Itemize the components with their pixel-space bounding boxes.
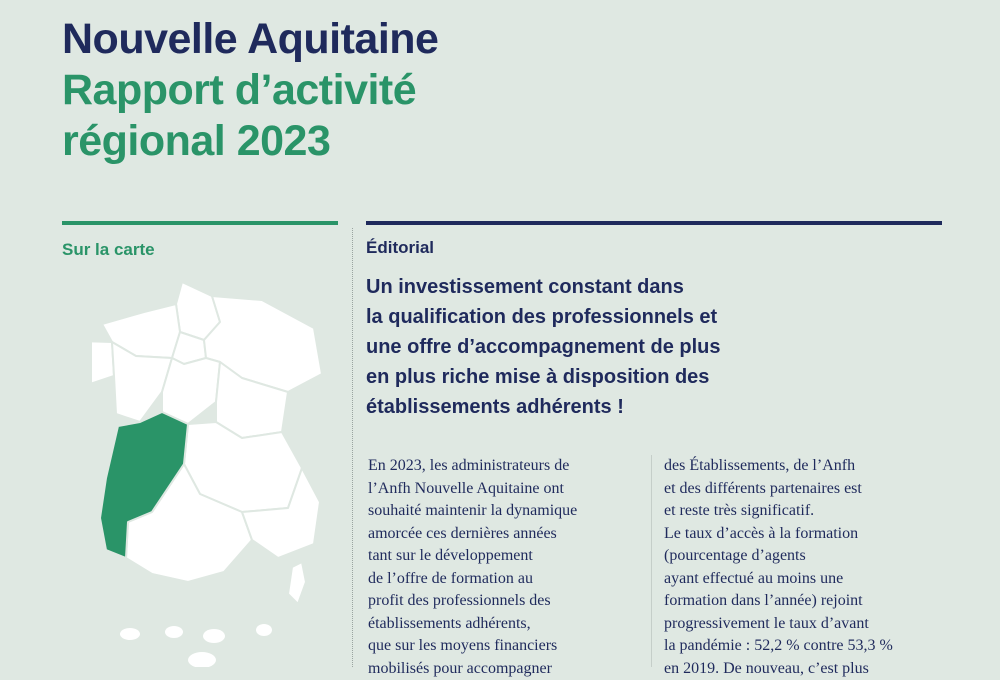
body-line: formation dans l’année) rejoint (664, 590, 954, 613)
body-line: des Établissements, de l’Anfh (664, 455, 954, 478)
map-region-corse (288, 562, 306, 604)
body-line: la pandémie : 52,2 % contre 53,3 % (664, 635, 954, 658)
body-line: mobilisés pour accompagner (368, 658, 638, 680)
map-island-1 (120, 628, 140, 640)
title-report-line2: régional 2023 (62, 116, 438, 167)
body-line: et reste très significatif. (664, 500, 954, 523)
map-island-3 (203, 629, 225, 643)
body-line: (pourcentage d’agents (664, 545, 954, 568)
body-line: En 2023, les administrateurs de (368, 455, 638, 478)
map-region-centre (162, 358, 220, 424)
page-title (62, 14, 438, 167)
map-region-bretagne (92, 340, 114, 390)
editorial-headline (366, 272, 926, 422)
body-line: amorcée ces dernières années (368, 523, 638, 546)
body-line: Le taux d’accès à la formation (664, 523, 954, 546)
body-line: progressivement le taux d’avant (664, 613, 954, 636)
body-line: l’Anfh Nouvelle Aquitaine ont (368, 478, 638, 501)
column-separator (352, 228, 353, 667)
text-column-divider (651, 455, 652, 667)
body-line: ayant effectué au moins une (664, 568, 954, 591)
france-map (92, 282, 322, 667)
editorial-heading: Éditorial (366, 238, 434, 258)
title-report-line1: Rapport d’activité (62, 65, 438, 116)
body-line: et des différents partenaires est (664, 478, 954, 501)
body-line: souhaité maintenir la dynamique (368, 500, 638, 523)
body-line: en 2019. De nouveau, c’est plus (664, 658, 954, 680)
map-island-4 (256, 624, 272, 636)
headline-line: une offre d’accompagnement de plus (366, 332, 926, 362)
body-line: tant sur le développement (368, 545, 638, 568)
title-region: Nouvelle Aquitaine (62, 14, 438, 65)
headline-line: en plus riche mise à disposition des (366, 362, 926, 392)
map-island-5 (188, 652, 216, 667)
body-line: de l’offre de formation au (368, 568, 638, 591)
map-island-2 (165, 626, 183, 638)
headline-line: Un investissement constant dans (366, 272, 926, 302)
section-rule-navy (366, 221, 942, 225)
headline-line: établissements adhérents ! (366, 392, 926, 422)
editorial-column-1 (368, 455, 638, 680)
headline-line: la qualification des professionnels et (366, 302, 926, 332)
section-rule-green (62, 221, 338, 225)
body-line: profit des professionnels des (368, 590, 638, 613)
map-section-heading: Sur la carte (62, 240, 155, 260)
editorial-column-2 (664, 455, 954, 680)
body-line: que sur les moyens financiers (368, 635, 638, 658)
body-line: établissements adhérents, (368, 613, 638, 636)
